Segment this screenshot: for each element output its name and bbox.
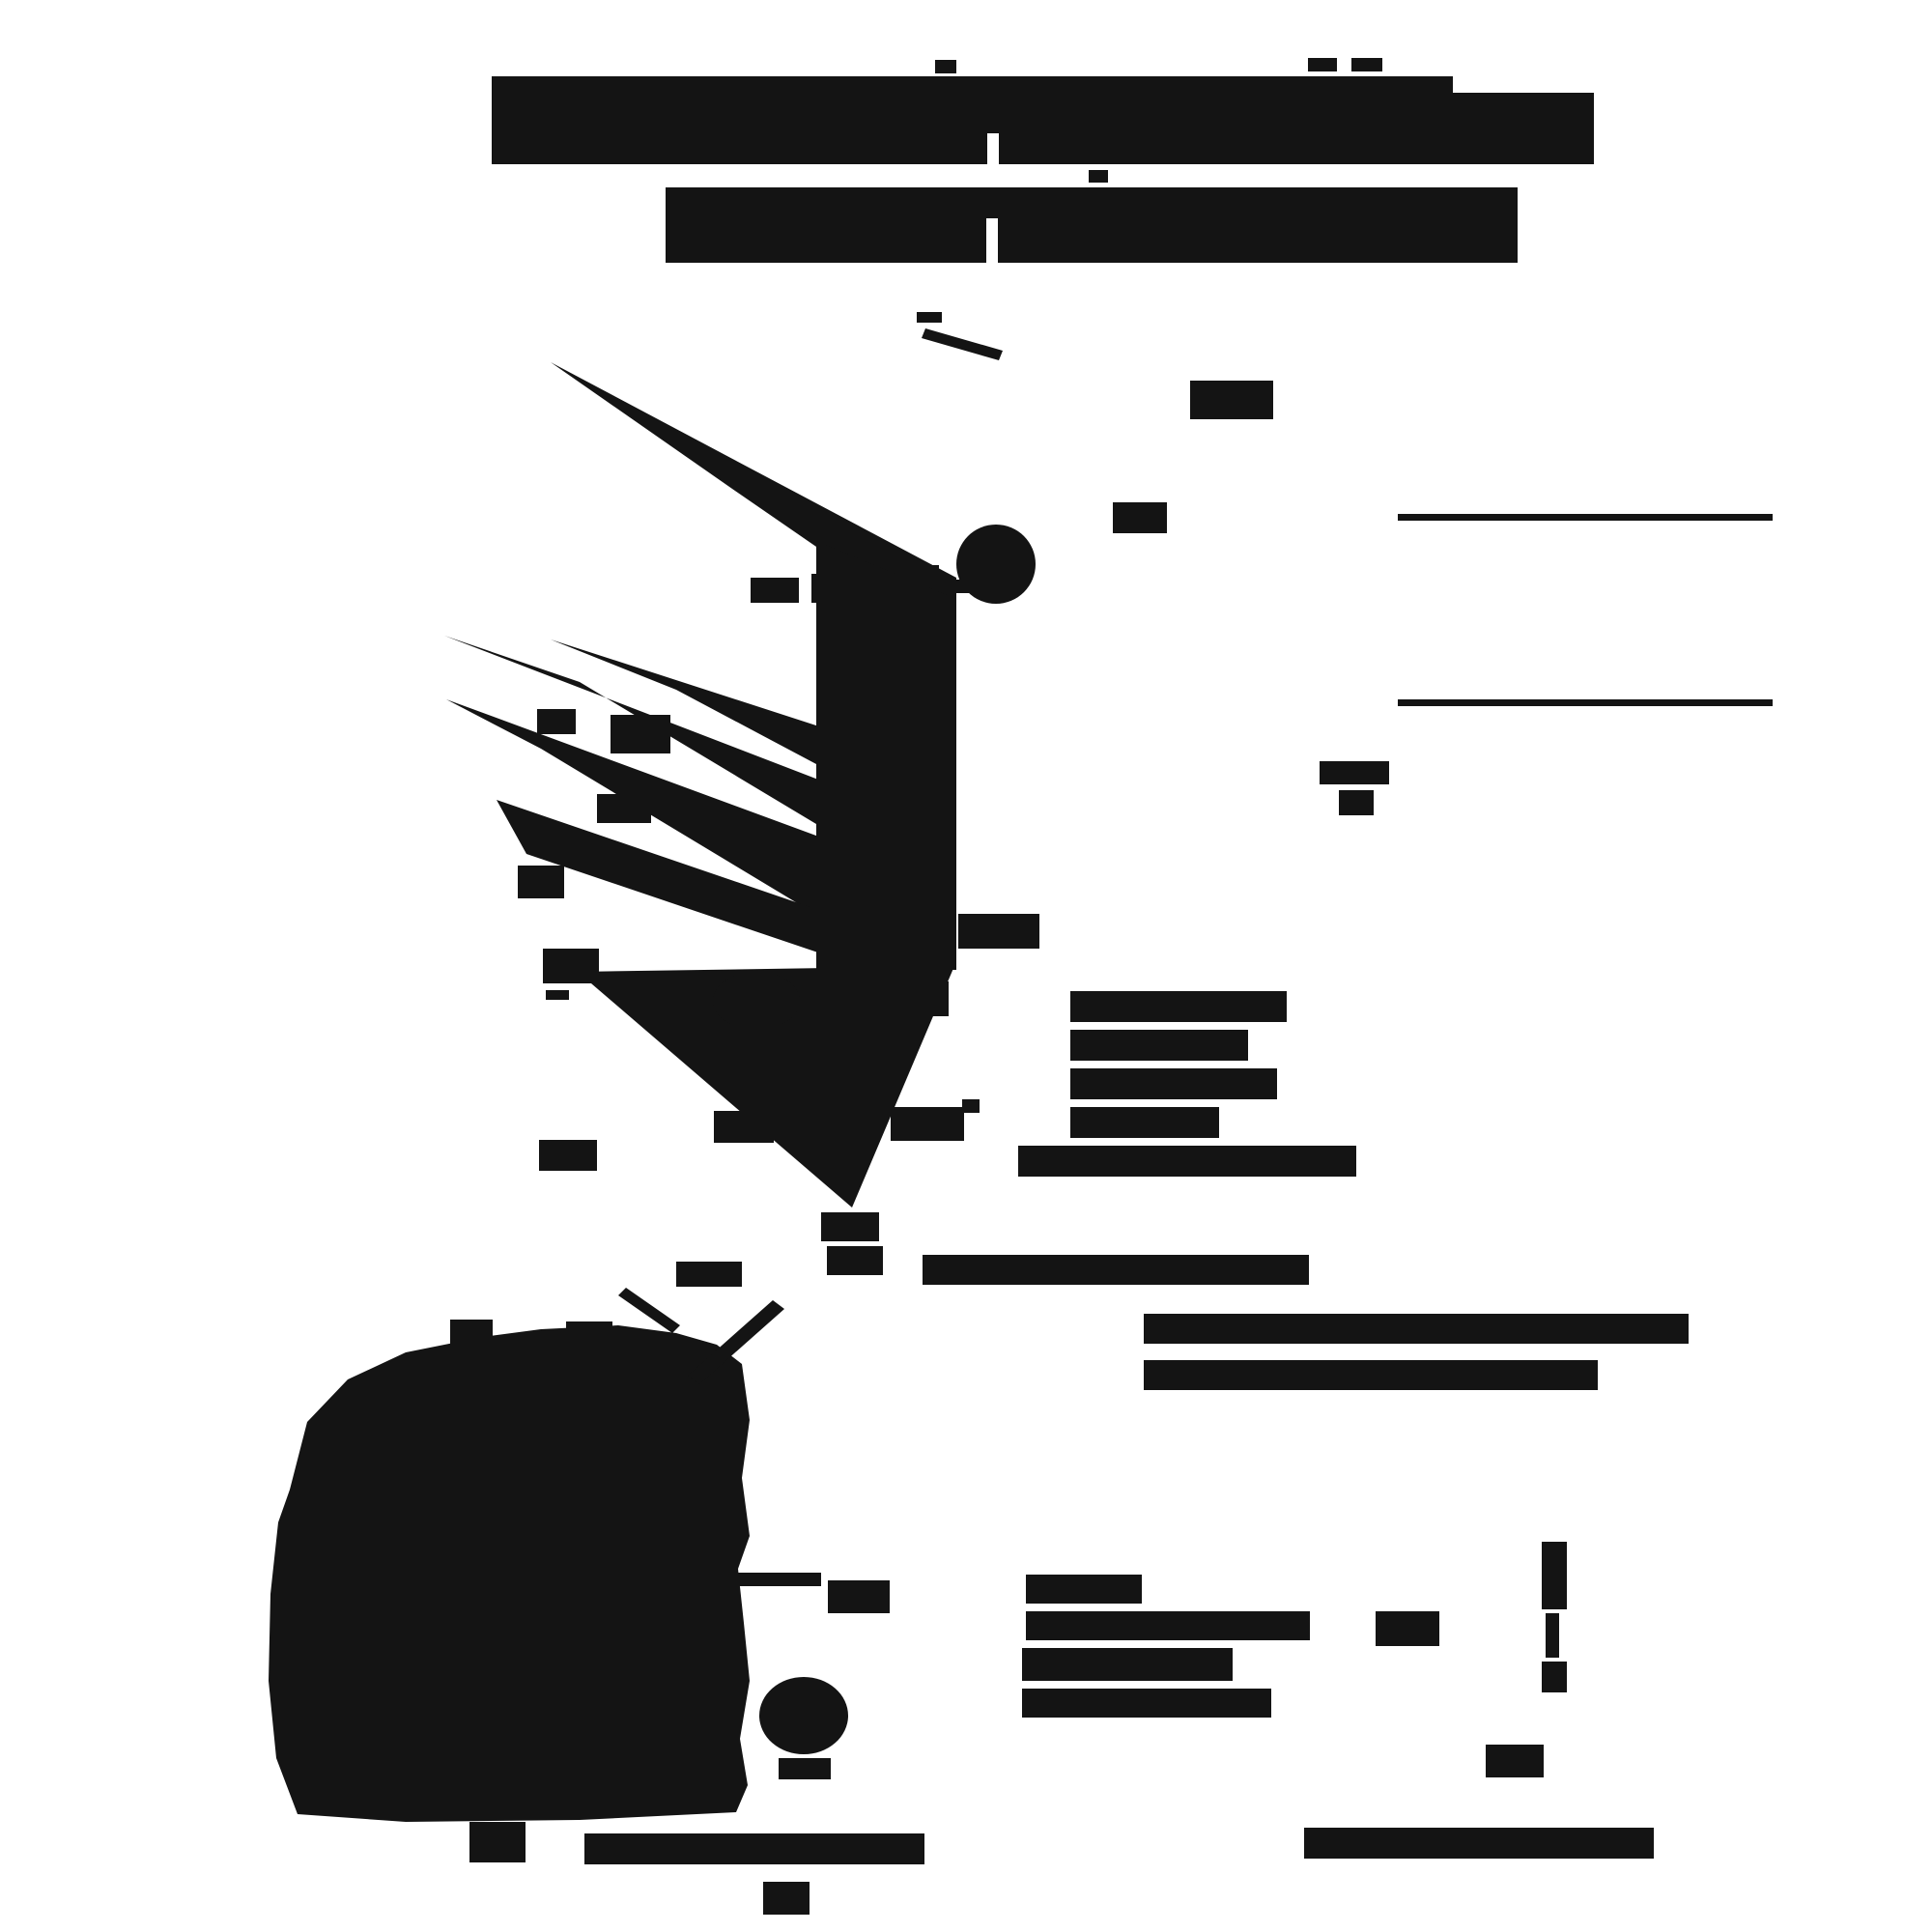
upper-label-315-blob <box>539 1140 597 1171</box>
lower-label-diameter-blob <box>828 1580 890 1613</box>
upper-label-left-2 <box>537 709 576 734</box>
upper-label-245-blob-a <box>821 1212 879 1241</box>
vertical-label-blob-1 <box>1542 1542 1567 1609</box>
upper-label-left-3 <box>597 794 651 823</box>
mid-label-blob-1 <box>676 1262 742 1287</box>
mid-leader-line <box>618 1288 680 1333</box>
upper-label-angle-sup <box>962 1099 980 1113</box>
upper-label-right-small <box>1113 502 1167 533</box>
title-tittle-dot-1 <box>935 60 956 73</box>
upper-leader-dash <box>917 312 942 323</box>
vertical-label-blob-3 <box>1542 1662 1567 1692</box>
surface-symbol-base-2 <box>732 1022 782 1045</box>
upper-sketch-speck <box>546 990 569 1000</box>
surface-symbol-circle-3 <box>759 1677 848 1754</box>
min-label-blob-top <box>1320 761 1389 784</box>
surface-symbol-base-3 <box>779 1758 831 1779</box>
upper-sketch-core <box>816 541 956 970</box>
upper-leader-line <box>922 328 1003 360</box>
upper-label-blob-1 <box>751 578 799 603</box>
title-line-2-word-gap <box>986 218 998 263</box>
upper-label-angle-blob <box>891 1107 964 1141</box>
lower-label-25-blob <box>763 1882 810 1915</box>
lower-label-35-blob <box>1376 1611 1439 1646</box>
lower-caption-left <box>584 1833 924 1864</box>
title-line-1-blob <box>492 76 1453 164</box>
upper-label-left-4 <box>518 866 564 898</box>
lower-note-line-4 <box>1022 1689 1271 1718</box>
upper-sketch-paw-blob <box>543 949 599 983</box>
upper-label-170-blob <box>887 981 949 1016</box>
lower-label-250-blob <box>1486 1745 1544 1777</box>
lower-note-line-1 <box>1026 1575 1142 1604</box>
upper-label-245-blob-b <box>827 1246 883 1275</box>
extension-rule-bottom <box>1398 699 1773 706</box>
mid-note-line-1 <box>923 1255 1309 1285</box>
lower-note-line-3 <box>1022 1648 1233 1681</box>
upper-note-line-2 <box>1070 1030 1248 1061</box>
mid-note-line-2b <box>1144 1360 1598 1390</box>
upper-note-line-4 <box>1070 1107 1219 1138</box>
upper-label-150-blob <box>714 1111 774 1143</box>
lower-part-arm <box>736 1573 821 1586</box>
upper-note-line-3 <box>1070 1068 1277 1099</box>
mid-note-line-2a <box>1144 1314 1689 1344</box>
upper-label-superscript-1 <box>916 565 939 579</box>
surface-symbol-tail-1 <box>956 580 981 593</box>
lower-caption-right <box>1304 1828 1654 1859</box>
extension-rule-top <box>1398 514 1773 521</box>
upper-label-diameter-blob <box>1190 381 1273 419</box>
title-line-2-tittle-dot <box>1089 170 1108 183</box>
lower-part-silhouette <box>269 1325 750 1822</box>
lower-label-150-blob <box>469 1822 526 1862</box>
title-tittle-dot-3 <box>1351 58 1382 71</box>
surface-symbol-circle-2 <box>713 972 800 1030</box>
title-line-1-right-blob <box>1453 93 1594 164</box>
title-line-2-blob <box>666 187 1518 263</box>
title-tittle-dot-2 <box>1308 58 1337 71</box>
upper-caption-line <box>1018 1146 1356 1177</box>
upper-label-blob-2 <box>811 574 929 603</box>
lower-note-line-2 <box>1026 1611 1310 1640</box>
min-label-blob-bottom <box>1339 790 1374 815</box>
upper-note-line-1 <box>1070 991 1287 1022</box>
upper-label-left-1 <box>611 715 670 753</box>
upper-label-300-blob <box>958 914 1039 949</box>
vertical-label-blob-2 <box>1546 1613 1559 1658</box>
title-line-1-word-gap <box>987 133 999 166</box>
